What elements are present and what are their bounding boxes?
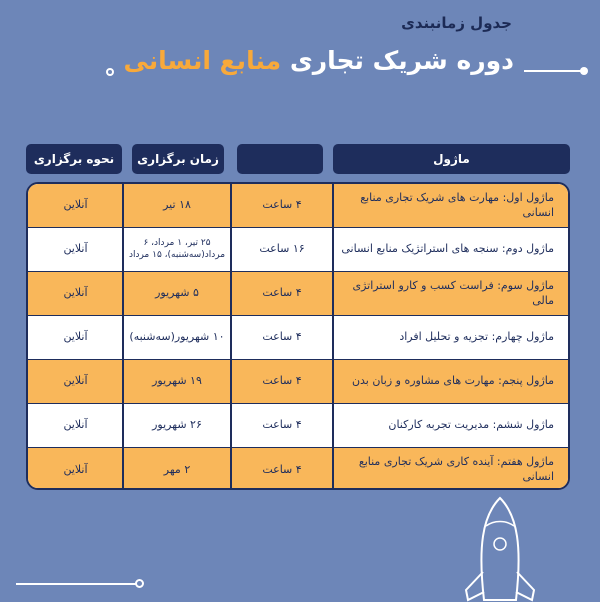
header-time: زمان برگزاری bbox=[132, 144, 224, 174]
mode-cell: آنلاین bbox=[63, 286, 88, 300]
time-cell: ۱۹ شهریور bbox=[152, 374, 202, 388]
mode-cell: آنلاین bbox=[63, 374, 88, 388]
column-divider bbox=[122, 184, 124, 488]
table-row bbox=[28, 360, 568, 404]
table-row bbox=[28, 448, 568, 490]
page-title bbox=[123, 46, 514, 75]
time-cell: ۵ شهریور bbox=[155, 286, 199, 300]
rocket-icon bbox=[450, 492, 550, 602]
duration-cell: ۴ ساعت bbox=[262, 286, 302, 300]
duration-cell: ۴ ساعت bbox=[262, 418, 302, 432]
mode-cell: آنلاین bbox=[63, 330, 88, 344]
module-cell: ماژول هفتم: آینده کاری شریک تجاری منابع انسانی bbox=[358, 455, 554, 483]
table-row bbox=[28, 404, 568, 448]
table-row bbox=[28, 228, 568, 272]
column-divider bbox=[230, 184, 232, 488]
header-mode: نحوه برگزاری bbox=[26, 144, 122, 174]
title-decoration-ring bbox=[106, 68, 114, 76]
module-cell: ماژول دوم: سنجه های استراتژیک منابع انسانی bbox=[341, 242, 554, 256]
module-cell: ماژول اول: مهارت های شریک تجاری منابع انسانی bbox=[360, 190, 554, 219]
module-cell: ماژول ششم: مدیریت تجربه کارکنان bbox=[388, 418, 554, 432]
module-cell: ماژول پنجم: مهارت های مشاوره و زبان بدن bbox=[351, 374, 554, 388]
header-module: ماژول bbox=[333, 144, 570, 174]
title-part-2: منابع انسانی bbox=[123, 46, 282, 75]
duration-cell: ۴ ساعت bbox=[262, 198, 302, 212]
bottom-decoration-line bbox=[16, 583, 136, 585]
time-cell: ۱۸ تیر bbox=[163, 198, 191, 212]
mode-cell: آنلاین bbox=[63, 462, 88, 476]
table-row bbox=[28, 272, 568, 316]
header-duration bbox=[237, 144, 323, 174]
duration-cell: ۴ ساعت bbox=[262, 374, 302, 388]
time-cell: ۲ مهر bbox=[163, 462, 191, 476]
page-subtitle: جدول زمانبندی bbox=[401, 14, 512, 32]
title-decoration-line bbox=[524, 70, 582, 72]
column-divider bbox=[332, 184, 334, 488]
schedule-table bbox=[26, 182, 570, 490]
duration-cell: ۴ ساعت bbox=[262, 462, 302, 476]
table-row bbox=[28, 184, 568, 228]
mode-cell: آنلاین bbox=[63, 198, 88, 212]
time-cell: ۲۵ تیر، ۱ مرداد، ۶ مرداد(سه‌شنبه)، ۱۵ مرداد bbox=[128, 238, 226, 260]
table-row bbox=[28, 316, 568, 360]
title-part-1: دوره شریک تجاری bbox=[281, 46, 514, 75]
duration-cell: ۴ ساعت bbox=[262, 330, 302, 344]
title-decoration-dot bbox=[580, 67, 588, 75]
mode-cell: آنلاین bbox=[63, 242, 88, 256]
bottom-decoration-ring bbox=[135, 579, 144, 588]
time-cell: ۱۰ شهریور(سه‌شنبه) bbox=[129, 330, 225, 344]
duration-cell: ۱۶ ساعت bbox=[259, 242, 305, 256]
time-cell: ۲۶ شهریور bbox=[152, 418, 202, 432]
module-cell: ماژول چهارم: تجزیه و تحلیل افراد bbox=[399, 330, 554, 344]
mode-cell: آنلاین bbox=[63, 418, 88, 432]
module-cell: ماژول سوم: فراست کسب و کارو استراتژی مالی bbox=[352, 278, 554, 307]
